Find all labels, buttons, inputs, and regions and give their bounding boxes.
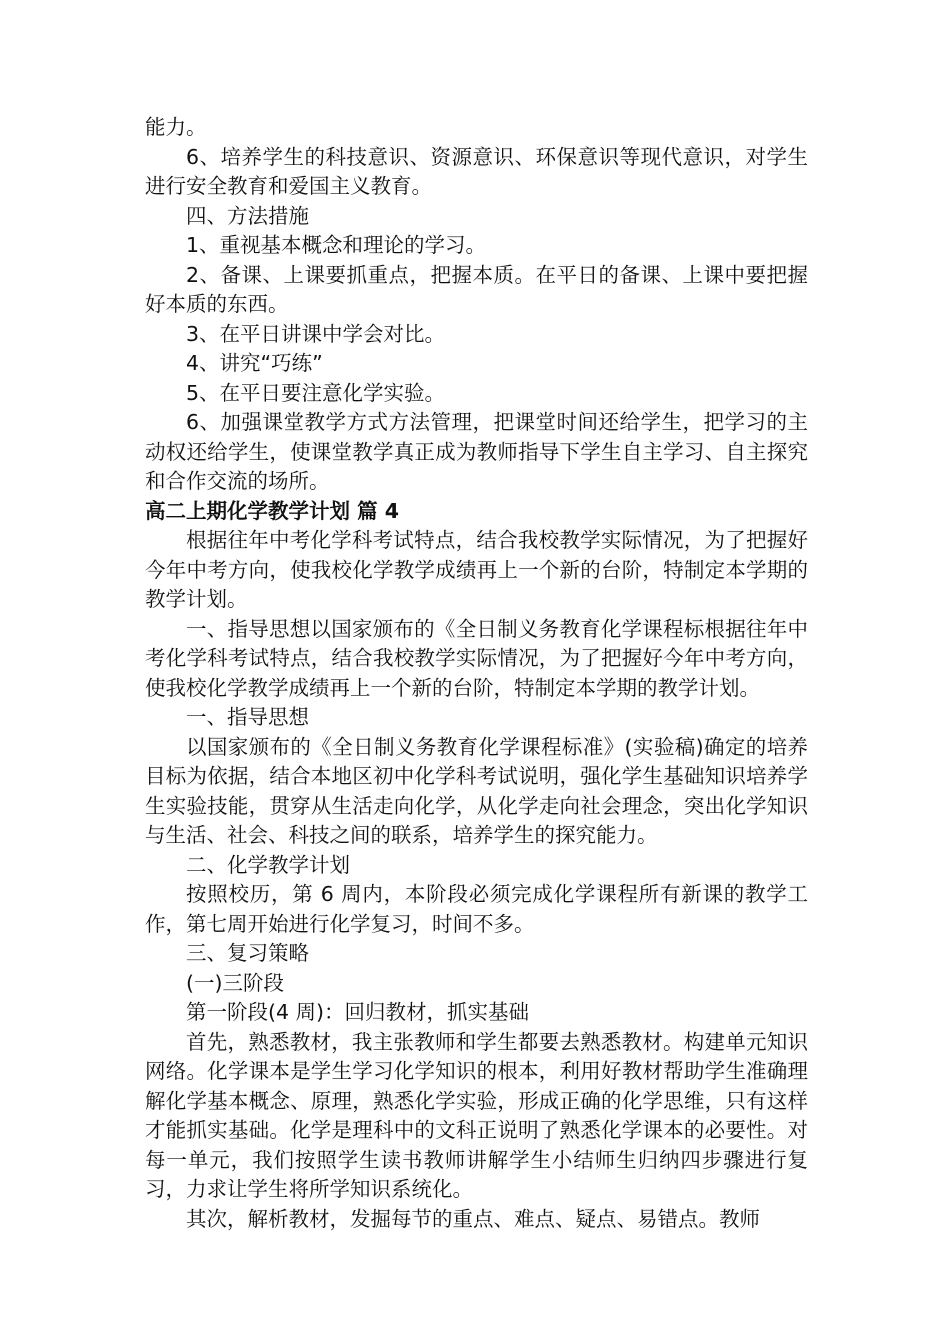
paragraph: 根据往年中考化学科考试特点，结合我校教学实际情况，为了把握好今年中考方向，使我校化学教学成绩再上一个新的台阶，特制定本学期的教学计划。 bbox=[145, 528, 808, 611]
paragraph: 2、备课、上课要抓重点，把握本质。在平日的备课、上课中要把握好本质的东西。 bbox=[145, 262, 808, 316]
section-heading-review-strategy: 三、复习策略 bbox=[186, 941, 309, 965]
paragraph-continuation: 能力。 bbox=[145, 115, 207, 139]
paragraph: 5、在平日要注意化学实验。 bbox=[186, 380, 446, 405]
paragraph: 1、重视基本概念和理论的学习。 bbox=[186, 233, 487, 257]
section-heading-teaching-plan: 二、化学教学计划 bbox=[186, 852, 350, 877]
paragraph: 按照校历，第 6 周内，本阶段必须完成化学课程所有新课的教学工作，第七周开始进行化学复习，时间不多。 bbox=[145, 882, 808, 936]
article-heading: 高二上期化学教学计划 篇 4 bbox=[145, 498, 400, 523]
section-heading-guiding-ideology: 一、指导思想 bbox=[186, 705, 309, 729]
paragraph: 一、指导思想以国家颁布的《全日制义务教育化学课程标根据往年中考化学科考试特点，结合我校教学实际情况，为了把握好今年中考方向，使我校化学教学成绩再上一个新的台阶，特制定本学期的教学计划。 bbox=[145, 616, 808, 700]
section-heading-methods: 四、方法措施 bbox=[186, 203, 309, 228]
subsection-heading: (一)三阶段 bbox=[186, 970, 284, 995]
document-body bbox=[145, 113, 808, 1234]
paragraph: 首先，熟悉教材，我主张教师和学生都要去熟悉教材。构建单元知识网络。化学课本是学生学习化学知识的根本，利用好教材帮助学生准确理解化学基本概念、原理，熟悉化学实验，形成正确的化学思维，只有这样才能抓实基础。化学是理科中的文科正说明了熟悉化学课本的必要性。对每一单元，我们按照学生读书教师讲解学生小结师生归纳四步骤进行复习，力求让学生将所学知识系统化。 bbox=[145, 1029, 808, 1201]
subsection-heading: 第一阶段(4 周)：回归教材，抓实基础 bbox=[186, 1000, 530, 1024]
paragraph: 其次，解析教材，发掘每节的重点、难点、疑点、易错点。教师 bbox=[186, 1206, 760, 1231]
paragraph: 6、加强课堂教学方式方法管理，把课堂时间还给学生，把学习的主动权还给学生，使课堂教学真正成为教师指导下学生自主学习、自主探究和合作交流的场所。 bbox=[145, 410, 808, 493]
paragraph: 以国家颁布的《全日制义务教育化学课程标准》(实验稿)确定的培养目标为依据，结合本地区初中化学科考试说明，强化学生基础知识培养学生实验技能，贯穿从生活走向化学，从化学走向社会理念，突出化学知识与生活、社会、科技之间的联系，培养学生的探究能力。 bbox=[145, 734, 808, 847]
paragraph: 4、讲究“巧练” bbox=[186, 351, 323, 375]
paragraph: 6、培养学生的科技意识、资源意识、环保意识等现代意识，对学生进行安全教育和爱国主义教育。 bbox=[145, 144, 808, 198]
paragraph: 3、在平日讲课中学会对比。 bbox=[186, 321, 446, 346]
